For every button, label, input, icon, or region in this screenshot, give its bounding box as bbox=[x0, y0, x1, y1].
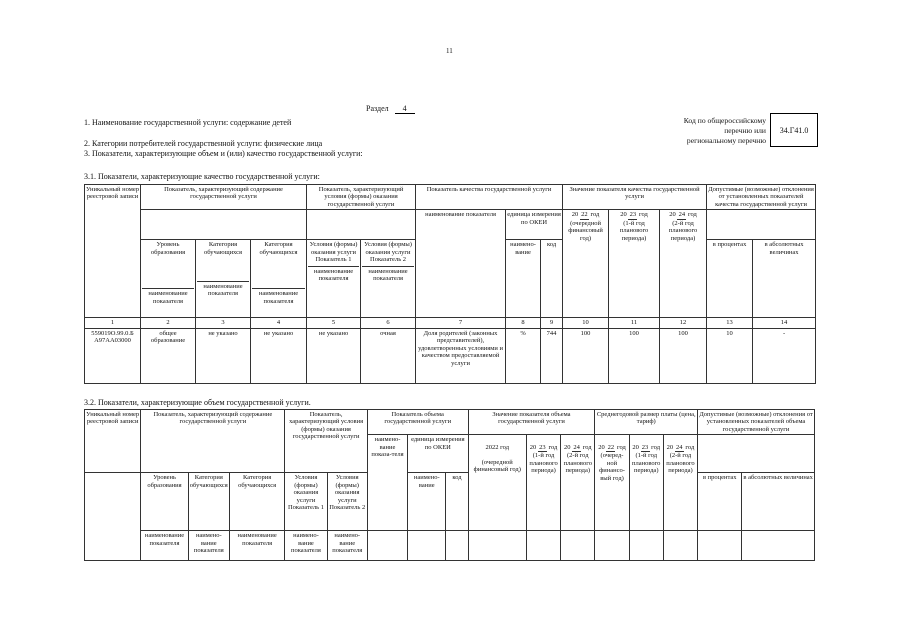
column-number: 9 bbox=[541, 318, 563, 328]
column-number: 10 bbox=[563, 318, 609, 328]
section-label: Раздел bbox=[366, 104, 389, 113]
col-cat2-name: наименование показателя bbox=[229, 531, 284, 561]
blank-cell bbox=[307, 210, 416, 240]
col-value-year-3: 20 24 год (2-й год планового периода) bbox=[561, 435, 595, 531]
blank-cell bbox=[446, 531, 468, 561]
page-number: 11 bbox=[446, 47, 453, 55]
col-condition-1: Условия (формы) оказания услуги Показатель 1 bbox=[285, 473, 327, 531]
service-name-line: 1. Наименование государственной услуги: содержание детей bbox=[84, 118, 292, 127]
cell-category-1: не указано bbox=[196, 328, 251, 383]
section-heading bbox=[366, 104, 415, 114]
cell-value-3: 100 bbox=[660, 328, 707, 383]
cell-absolute: - bbox=[753, 328, 816, 383]
indicators-line: 3. Показатели, характеризующие объем и (или) качество государственной услуги: bbox=[84, 149, 363, 158]
col-volume-indicator: Показатель объема государственной услуги bbox=[367, 410, 468, 435]
blank-cell bbox=[698, 435, 815, 473]
col-year-3: 20 24 год (2-й год планового периода) bbox=[660, 210, 707, 318]
col-indicator-name: наимено-вание показа-теля bbox=[367, 435, 407, 531]
col-unit-code: код bbox=[541, 240, 563, 318]
col-cat1-name: наимено-вание показателя bbox=[188, 531, 229, 561]
cell-education-level: общее образование bbox=[141, 328, 196, 383]
col-percent: в процентах bbox=[707, 240, 753, 318]
blank-cell bbox=[141, 210, 307, 240]
cell-value-2: 100 bbox=[609, 328, 660, 383]
cell-unit-code: 744 bbox=[541, 328, 563, 383]
blank-cell bbox=[85, 473, 141, 561]
col-value-year-1: 2022 год (очередной финансовый год) bbox=[468, 435, 526, 531]
column-number: 2 bbox=[141, 318, 196, 328]
table-row bbox=[85, 328, 816, 383]
col-education-level: Уровень образования наименование показателя bbox=[141, 240, 196, 318]
col-cond1-name: наимено-вание показателя bbox=[285, 531, 327, 561]
blank-cell bbox=[629, 531, 663, 561]
col-allowed-deviation: Допустимые (возможные) отклонения от установленных показателей качества государственной услуги bbox=[708, 186, 814, 208]
col-percent: в процентах bbox=[698, 473, 742, 531]
column-number: 4 bbox=[251, 318, 307, 328]
column-number: 13 bbox=[707, 318, 753, 328]
registry-code-box bbox=[770, 113, 818, 147]
col-average-price: Среднегодовой размер платы (цена, тариф) bbox=[595, 410, 698, 435]
col-indicator-name: наименование показателя bbox=[416, 210, 506, 318]
consumer-category-line: 2. Категории потребителей государственной услуги: физические лица bbox=[84, 139, 323, 148]
column-number: 1 bbox=[85, 318, 141, 328]
column-number: 11 bbox=[609, 318, 660, 328]
col-absolute: в абсолютных величинах bbox=[753, 240, 816, 318]
column-number: 3 bbox=[196, 318, 251, 328]
col-conditions-indicator: Показатель, характеризующий условия (формы) оказания государственной услуги bbox=[307, 185, 416, 210]
col-quality-values: Значение показателя качества государственной услуги bbox=[563, 185, 707, 210]
volume-table bbox=[84, 409, 815, 561]
column-number: 14 bbox=[753, 318, 816, 328]
volume-section-title: 3.2. Показатели, характеризующие объем государственной услуги. bbox=[84, 398, 311, 407]
col-category-2: Категория обучающихся наименование показателя bbox=[251, 240, 307, 318]
cell-category-2: не указано bbox=[251, 328, 307, 383]
col-quality-indicator: Показатель качества государственной услуги bbox=[416, 185, 563, 210]
column-number: 8 bbox=[506, 318, 541, 328]
col-unit-name: наимено-вание bbox=[408, 473, 446, 531]
col-cond2-name: наимено-вание показателя bbox=[327, 531, 367, 561]
col-content-indicator: Показатель, характеризующий содержание государственной услуги bbox=[141, 185, 307, 210]
column-number: 6 bbox=[361, 318, 416, 328]
col-education-level: Уровень образования bbox=[141, 473, 188, 531]
blank-cell bbox=[698, 531, 742, 561]
cell-unit-name: % bbox=[506, 328, 541, 383]
col-volume-values: Значение показателя объема государственной услуги bbox=[468, 410, 595, 435]
col-allowed-deviation: Допустимые (возможные) отклонения от установленных показателей объема государственной услуги bbox=[699, 411, 813, 433]
cell-indicator-name: Доля родителей (законных представителей), удовлетворенных условиями и качеством предоставляемой услуги bbox=[416, 328, 506, 383]
cell-condition-1: не указано bbox=[307, 328, 361, 383]
column-number: 7 bbox=[416, 318, 506, 328]
col-price-year-2: 20 23 год (1-й год планового периода) bbox=[629, 435, 663, 531]
col-condition-1: Условия (формы) оказания услуги Показатель 1 наименование показателя bbox=[307, 240, 361, 318]
col-condition-2: Условия (формы) оказания услуги Показатель 2 наименование показателя bbox=[361, 240, 416, 318]
col-level-name: наименование показателя bbox=[141, 531, 188, 561]
blank-cell bbox=[526, 531, 560, 561]
col-unit-name: наимено-вание bbox=[506, 240, 541, 318]
blank-cell bbox=[595, 531, 629, 561]
col-year-1: 20 22 год (очередной финансовый год) bbox=[563, 210, 609, 318]
col-unique-number: Уникальный номер реестровой записи bbox=[85, 410, 141, 473]
col-condition-2: Условия (формы) оказания услуги Показатель 2 bbox=[327, 473, 367, 531]
blank-cell bbox=[561, 531, 595, 561]
col-category-1: Категория обучающихся bbox=[188, 473, 229, 531]
col-unit-okei: единица измерения по ОКЕИ bbox=[506, 210, 563, 240]
blank-cell bbox=[468, 531, 526, 561]
registry-code-label: Код по общероссийскому перечню или региональному перечню bbox=[683, 116, 766, 145]
col-unit-okei: единица измерения по ОКЕИ bbox=[408, 435, 468, 473]
column-number: 5 bbox=[307, 318, 361, 328]
blank-cell bbox=[408, 531, 446, 561]
cell-percent: 10 bbox=[707, 328, 753, 383]
cell-registry-code: 559019О.99.0.Б А97АА03000 bbox=[85, 328, 141, 383]
col-price-year-3: 20 24 год (2-й год планового периода) bbox=[663, 435, 697, 531]
blank-cell bbox=[707, 210, 816, 240]
col-absolute: в абсолютных величинах bbox=[742, 473, 815, 531]
cell-condition-2: очная bbox=[361, 328, 416, 383]
blank-cell bbox=[367, 531, 407, 561]
col-unit-code: код bbox=[446, 473, 468, 531]
col-price-year-1: 20 22 год (очеред-ной финансо-вый год) bbox=[595, 435, 629, 531]
quality-section-title: 3.1. Показатели, характеризующие качество государственной услуги: bbox=[84, 172, 320, 181]
col-year-2: 20 23 год (1-й год планового периода) bbox=[609, 210, 660, 318]
column-number: 12 bbox=[660, 318, 707, 328]
section-number: 4 bbox=[395, 104, 415, 114]
col-unique-number: Уникальный номер реестровой записи bbox=[85, 185, 141, 318]
col-content-indicator: Показатель, характеризующий содержание государственной услуги bbox=[141, 410, 285, 473]
col-conditions-indicator: Показатель, характеризующий условия (формы) оказания государственной услуги bbox=[285, 410, 368, 473]
blank-cell bbox=[663, 531, 697, 561]
cell-value-1: 100 bbox=[563, 328, 609, 383]
col-value-year-2: 20 23 год (1-й год планового периода) bbox=[526, 435, 560, 531]
quality-table bbox=[84, 184, 816, 384]
col-category-1: Категория обучающихся наименование показателя bbox=[196, 240, 251, 318]
registry-code-value: 34.Г41.0 bbox=[779, 125, 809, 135]
col-category-2: Категория обучающихся bbox=[229, 473, 284, 531]
blank-cell bbox=[742, 531, 815, 561]
